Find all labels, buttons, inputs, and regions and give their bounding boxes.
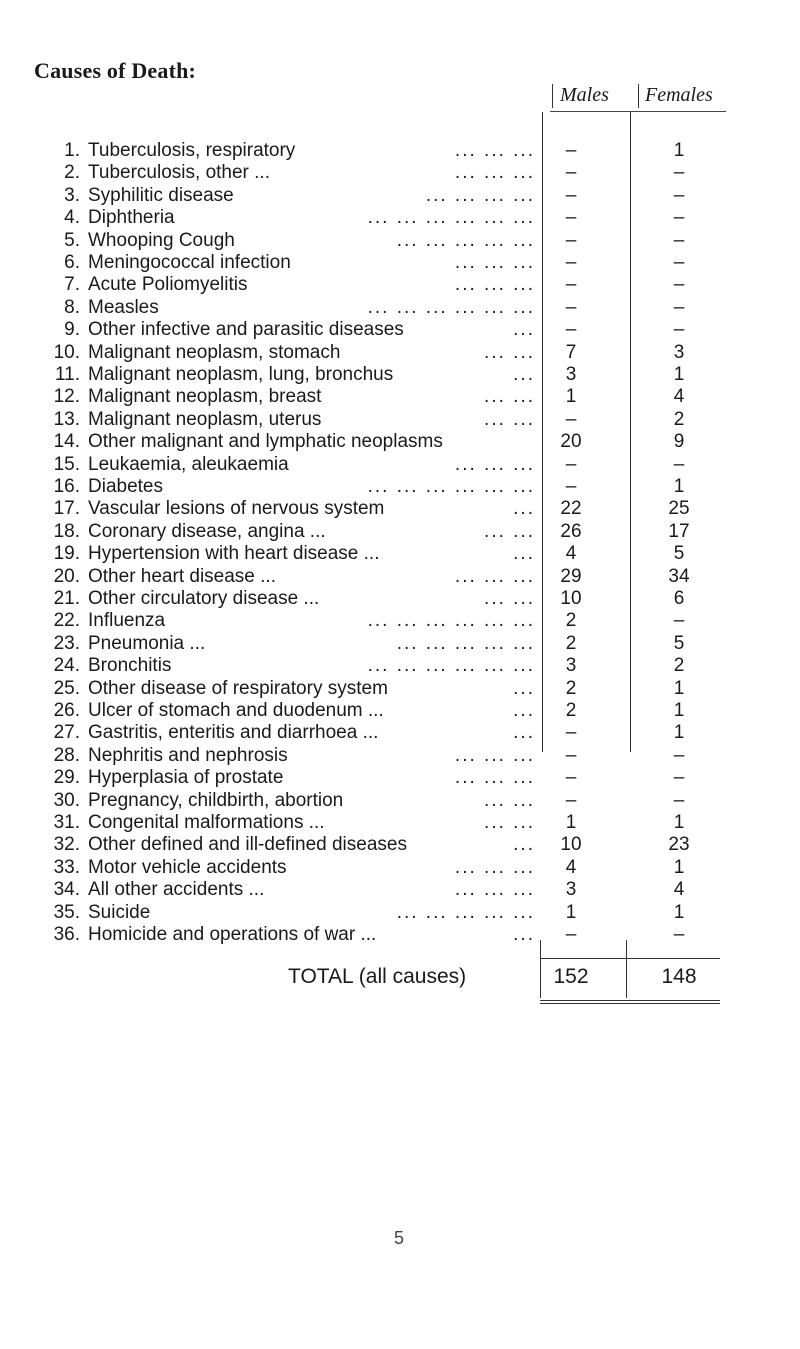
females-column-header: Females — [645, 84, 713, 106]
dot-leader: ... ... — [484, 408, 535, 430]
table-row — [0, 476, 800, 498]
cause-label: Malignant neoplasm, lung, bronchus — [88, 364, 394, 385]
females-value: 1 — [673, 722, 685, 744]
cause-label: Pregnancy, childbirth, abortion — [88, 789, 344, 811]
table-row — [0, 454, 800, 476]
cause-label: Bronchitis — [88, 655, 172, 677]
table-row — [0, 521, 800, 543]
females-value: 1 — [673, 364, 685, 385]
table-row — [0, 722, 800, 744]
dot-leader: ... ... ... ... ... — [396, 632, 535, 654]
row-number: 9. — [64, 319, 80, 341]
total-males: 152 — [553, 965, 589, 988]
cause-label: Gastritis, enteritis and diarrhoea ... — [88, 722, 379, 744]
males-value: 1 — [565, 812, 577, 833]
table-row — [0, 633, 800, 655]
dot-leader: ... — [513, 498, 535, 520]
females-value: 1 — [673, 700, 685, 721]
dot-leader: ... — [513, 700, 535, 721]
cause-label: Vascular lesions of nervous system — [88, 498, 385, 520]
females-value: – — [673, 162, 685, 184]
cause-label: Pneumonia ... — [88, 632, 206, 654]
row-number: 31. — [53, 812, 80, 833]
females-value: – — [673, 767, 685, 789]
row-number: 28. — [53, 744, 80, 766]
cause-label: Other heart disease ... — [88, 565, 276, 587]
table-row — [0, 207, 800, 229]
dot-leader: ... ... ... ... ... ... — [367, 610, 535, 632]
dot-leader: ... ... — [484, 812, 535, 833]
dot-leader: ... — [513, 677, 535, 699]
table-row — [0, 364, 800, 386]
row-number: 30. — [53, 789, 80, 811]
cause-label: Malignant neoplasm, stomach — [88, 341, 341, 363]
dot-leader: ... ... — [484, 386, 535, 408]
females-value: 3 — [673, 341, 685, 363]
females-value: 1 — [673, 856, 685, 878]
dot-leader: ... ... ... — [454, 252, 535, 273]
males-value: 26 — [560, 520, 582, 542]
cause-label: Other disease of respiratory system — [88, 677, 388, 699]
males-value: – — [565, 184, 577, 206]
row-number: 25. — [53, 677, 80, 699]
males-value: 1 — [565, 901, 577, 923]
table-row — [0, 812, 800, 834]
row-number: 1. — [64, 140, 80, 161]
males-value: 3 — [565, 879, 577, 901]
dot-leader: ... ... ... ... ... ... — [367, 207, 535, 229]
males-value: – — [565, 789, 577, 811]
cause-label: Hypertension with heart disease ... — [88, 543, 380, 565]
cause-label: Whooping Cough — [88, 229, 235, 251]
row-number: 2. — [64, 162, 80, 184]
males-value: 29 — [560, 565, 582, 587]
cause-label: Ulcer of stomach and duodenum ... — [88, 700, 384, 721]
cause-label: Suicide — [88, 901, 151, 923]
header-divider-mid — [638, 84, 639, 108]
cause-label: Leukaemia, aleukaemia — [88, 453, 289, 475]
dot-leader: ... ... ... ... — [425, 184, 535, 206]
table-row — [0, 342, 800, 364]
males-value: – — [565, 207, 577, 229]
cause-label: Coronary disease, angina ... — [88, 520, 326, 542]
row-number: 15. — [53, 453, 80, 475]
males-value: – — [565, 476, 577, 497]
table-row — [0, 230, 800, 252]
row-number: 18. — [53, 520, 80, 542]
females-value: 5 — [673, 632, 685, 654]
males-value: 10 — [560, 834, 582, 856]
row-number: 27. — [53, 722, 80, 744]
females-value: 34 — [668, 565, 690, 587]
cause-label: Syphilitic disease — [88, 184, 234, 206]
males-value: – — [565, 767, 577, 789]
cause-label: Malignant neoplasm, breast — [88, 386, 322, 408]
table-row — [0, 879, 800, 901]
males-value: 20 — [560, 431, 582, 453]
row-number: 29. — [53, 767, 80, 789]
cause-label: Malignant neoplasm, uterus — [88, 408, 322, 430]
table-row — [0, 498, 800, 520]
dot-leader: ... ... ... — [454, 879, 535, 901]
table-row — [0, 610, 800, 632]
table-row — [0, 678, 800, 700]
row-number: 36. — [53, 924, 80, 945]
row-number: 11. — [54, 364, 80, 385]
dot-leader: ... ... ... — [454, 767, 535, 789]
females-value: 9 — [673, 431, 685, 453]
table-row — [0, 297, 800, 319]
row-number: 16. — [53, 476, 80, 497]
females-value: – — [673, 296, 685, 318]
dot-leader: ... ... ... ... ... ... — [367, 296, 535, 318]
table-row — [0, 745, 800, 767]
dot-leader: ... ... — [484, 520, 535, 542]
cause-label: Other defined and ill-defined diseases — [88, 834, 407, 856]
table-row — [0, 834, 800, 856]
table-row — [0, 857, 800, 879]
row-number: 20. — [53, 565, 80, 587]
males-value: 3 — [565, 655, 577, 677]
males-value: 2 — [565, 632, 577, 654]
males-value: 22 — [560, 498, 582, 520]
females-value: 6 — [673, 588, 685, 609]
row-number: 4. — [64, 207, 80, 229]
males-value: – — [565, 296, 577, 318]
table-row — [0, 185, 800, 207]
males-value: 4 — [565, 543, 577, 565]
dot-leader: ... ... ... — [454, 453, 535, 475]
males-value: 7 — [565, 341, 577, 363]
row-number: 12. — [53, 386, 80, 408]
males-value: 2 — [565, 700, 577, 721]
row-number: 32. — [53, 834, 80, 856]
dot-leader: ... — [513, 722, 535, 744]
cause-label: Other infective and parasitic diseases — [88, 319, 404, 341]
males-value: – — [565, 162, 577, 184]
dot-leader: ... ... ... — [454, 274, 535, 296]
dot-leader: ... — [513, 319, 535, 341]
males-value: – — [565, 722, 577, 744]
males-value: – — [565, 744, 577, 766]
males-value: 10 — [560, 588, 582, 609]
males-value: 1 — [565, 386, 577, 408]
total-double-rule-1 — [540, 1000, 720, 1001]
row-number: 5. — [64, 229, 80, 251]
females-value: 1 — [673, 476, 685, 497]
females-value: 1 — [673, 812, 685, 833]
females-value: 1 — [673, 677, 685, 699]
table-row — [0, 140, 800, 162]
females-value: 17 — [668, 520, 690, 542]
table-row — [0, 252, 800, 274]
males-value: 2 — [565, 677, 577, 699]
total-females: 148 — [661, 965, 697, 988]
males-value: 2 — [565, 610, 577, 632]
table-row — [0, 409, 800, 431]
females-value: 4 — [673, 386, 685, 408]
cause-label: Other malignant and lymphatic neoplasms — [88, 431, 443, 453]
page-number: 5 — [394, 1228, 405, 1248]
table-row — [0, 162, 800, 184]
table-row — [0, 274, 800, 296]
cause-label: Meningococcal infection — [88, 252, 291, 273]
table-row — [0, 924, 800, 946]
table-row — [0, 902, 800, 924]
header-underline — [550, 111, 726, 112]
dot-leader: ... ... ... — [454, 565, 535, 587]
females-value: 25 — [668, 498, 690, 520]
total-double-rule-2 — [540, 1003, 720, 1004]
row-number: 3. — [64, 184, 80, 206]
males-value: – — [565, 453, 577, 475]
females-value: – — [673, 319, 685, 341]
row-number: 34. — [53, 879, 80, 901]
row-number: 14. — [53, 431, 80, 453]
cause-label: Hyperplasia of prostate — [88, 767, 284, 789]
row-number: 23. — [53, 632, 80, 654]
females-value: 2 — [673, 655, 685, 677]
females-value: – — [673, 744, 685, 766]
table-row — [0, 655, 800, 677]
row-number: 35. — [53, 901, 80, 923]
row-number: 7. — [64, 274, 80, 296]
dot-leader: ... — [513, 364, 535, 385]
table-row — [0, 386, 800, 408]
row-number: 6. — [64, 252, 80, 273]
row-number: 17. — [53, 498, 80, 520]
cause-label: Tuberculosis, respiratory — [88, 140, 296, 161]
cause-label: Nephritis and nephrosis — [88, 744, 288, 766]
females-value: 4 — [673, 879, 685, 901]
dot-leader: ... ... — [484, 341, 535, 363]
males-value: – — [565, 140, 577, 161]
females-value: – — [673, 610, 685, 632]
table-row — [0, 319, 800, 341]
total-label: TOTAL (all causes) — [288, 965, 467, 988]
males-value: – — [565, 229, 577, 251]
cause-label: Tuberculosis, other ... — [88, 162, 270, 184]
row-number: 24. — [53, 655, 80, 677]
cause-label: Congenital malformations ... — [88, 812, 325, 833]
row-number: 19. — [53, 543, 80, 565]
females-value: – — [673, 252, 685, 273]
row-number: 13. — [53, 408, 80, 430]
dot-leader: ... ... ... ... ... — [396, 901, 535, 923]
dot-leader: ... ... ... ... ... — [396, 229, 535, 251]
table-row — [0, 588, 800, 610]
dot-leader: ... — [513, 543, 535, 565]
row-number: 22. — [53, 610, 80, 632]
cause-label: Other circulatory disease ... — [88, 588, 320, 609]
females-value: 1 — [673, 140, 685, 161]
row-number: 21. — [53, 588, 80, 609]
males-value: – — [565, 274, 577, 296]
cause-label: Motor vehicle accidents — [88, 856, 287, 878]
dot-leader: ... ... ... — [454, 162, 535, 184]
males-value: – — [565, 924, 577, 945]
females-value: – — [673, 453, 685, 475]
dot-leader: ... — [513, 834, 535, 856]
females-value: – — [673, 229, 685, 251]
dot-leader: ... ... ... ... ... ... — [367, 476, 535, 497]
males-value: 3 — [565, 364, 577, 385]
table-row — [0, 700, 800, 722]
total-divider-mid — [626, 940, 627, 998]
females-value: – — [673, 789, 685, 811]
males-value: – — [565, 319, 577, 341]
table-row — [0, 431, 800, 453]
cause-label: Diphtheria — [88, 207, 175, 229]
dot-leader: ... ... ... ... ... ... — [367, 655, 535, 677]
row-number: 8. — [64, 296, 80, 318]
dot-leader: ... — [513, 924, 535, 945]
cause-label: Acute Poliomyelitis — [88, 274, 248, 296]
dot-leader: ... ... ... — [454, 856, 535, 878]
males-value: 4 — [565, 856, 577, 878]
page-title: Causes of Death: — [34, 58, 197, 83]
dot-leader: ... ... ... — [454, 744, 535, 766]
row-number: 10. — [53, 341, 80, 363]
cause-label: Influenza — [88, 610, 166, 632]
females-value: 2 — [673, 408, 685, 430]
cause-label: Homicide and operations of war ... — [88, 924, 377, 945]
dot-leader: ... ... ... — [454, 140, 535, 161]
table-row — [0, 790, 800, 812]
header-divider-left — [552, 84, 553, 108]
table-row — [0, 767, 800, 789]
females-value: – — [673, 184, 685, 206]
females-value: 23 — [668, 834, 690, 856]
cause-label: Diabetes — [88, 476, 163, 497]
females-value: – — [673, 274, 685, 296]
dot-leader: ... ... — [484, 588, 535, 609]
dot-leader: ... ... — [484, 789, 535, 811]
females-value: 5 — [673, 543, 685, 565]
females-value: 1 — [673, 901, 685, 923]
males-value: – — [565, 408, 577, 430]
cause-label: Measles — [88, 296, 159, 318]
table-row — [0, 543, 800, 565]
total-top-rule — [540, 958, 720, 959]
row-number: 33. — [53, 856, 80, 878]
cause-label: All other accidents ... — [88, 879, 265, 901]
table-row — [0, 566, 800, 588]
males-value: – — [565, 252, 577, 273]
males-column-header: Males — [560, 84, 609, 106]
row-number: 26. — [53, 700, 80, 721]
females-value: – — [673, 207, 685, 229]
females-value: – — [673, 924, 685, 945]
